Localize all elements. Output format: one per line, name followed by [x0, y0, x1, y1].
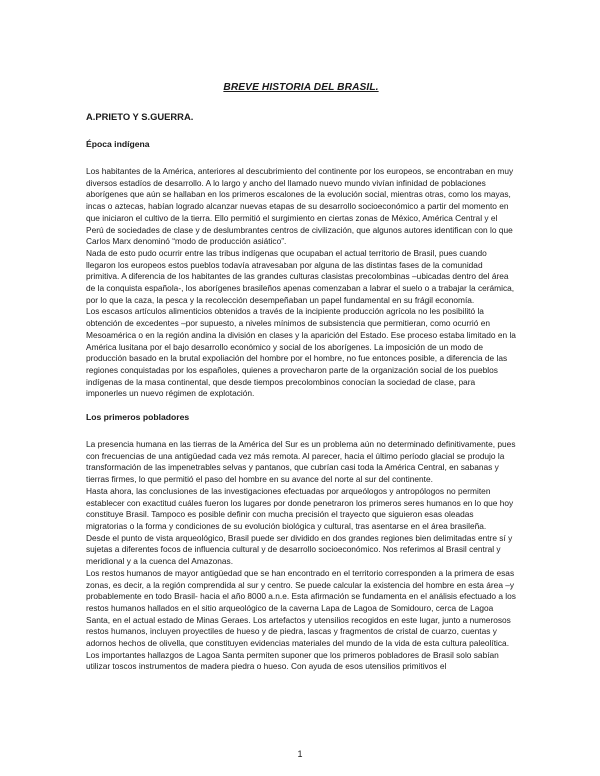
- paragraph: Los habitantes de la América, anteriores al descubrimiento del continente por los europeos, se encontraban en muy diversos estadíos de desarrollo. A lo largo y ancho del llamado nuevo mundo vivían infinidad de poblaciones aborígenes que aún se hallaban en los primeros escalones de la evolución social, mientras otras, como los mayas, incas o aztecas, habían logrado alcanzar nuevas etapas de su desarrollo socioeconómico a partir del momento en que iniciaron el cultivo de la tierra. Ello permitió el surgimiento en ciertas zonas de México, América Central y el Perú de sociedades de clase y de deslumbrantes centros de civilización, que algunos autores identifican con lo que Carlos Marx denominó “modo de producción asiático”.: [86, 166, 514, 247]
- page-number: 1: [297, 749, 303, 759]
- paragraph: Los restos humanos de mayor antigüedad que se han encontrado en el territorio corresponden a la primera de esas zonas, es decir, a la región comprendida al sur y centro. Se puede calcular la existencia del hombre en esta área –y probablemente en todo Brasil- hacia el año 8000 a.n.e. Esta afirmación se fundamenta en el análisis efectuado a los restos humanos hallados en el sitio arqueológico de la caverna Lapa de Lagoa de Somidouro, cerca de Lagoa Santa, en el actual estado de Minas Geraes. Los artefactos y utensilios recogidos en este lugar, junto a numerosos restos humanos, incluyen proyectiles de hueso y de piedra, lascas y fragmentos de cristal de cuarzo, cuentas y adornos hechos de olivella, que constituyen evidencias materiales del mundo de la vida de esta cultura paleolítica.: [86, 567, 516, 649]
- paragraph: La presencia humana en las tierras de la América del Sur es un problema aún no determinado definitivamente, pues con frecuencias de una antigüedad cada vez más remota. Al parecer, hacia el último período glacial se produjo la transformación de las impenetrables selvas y pantanos, que cubrían casi toda la América Central, en sabanas y tierras firmes, lo que permitió el paso del hombre en su avance del norte al sur del continente.: [86, 439, 516, 485]
- document-authors: A.PRIETO Y S.GUERRA.: [86, 111, 194, 122]
- document-title: BREVE HISTORIA DEL BRASIL.: [223, 82, 379, 93]
- paragraph: Los escasos artículos alimenticios obtenidos a través de la incipiente producción agrícola no les posibilitó la obtención de excedentes –por supuesto, a niveles mínimos de subsistencia que permitieran, como ocurrió en Mesoamérica o en la región andina la división en clases y la aparición del Estado. Ese proceso estaba limitado en la América lusitana por el bajo desarrollo económico y social de los aborígenes. La imposición de un modo de producción basado en la brutal expoliación del hombre por el hombre, no fue entonces posible, a diferencia de las regiones conquistadas por los españoles, quienes a provecharon parte de la organización social de los pueblos indígenas de la masa continental, que desde tiempos precolombinos conocían la sociedad de clase, para imponerles un nuevo régimen de explotación.: [86, 306, 516, 399]
- section-spacer: [86, 400, 516, 412]
- paragraph: Hasta ahora, las conclusiones de las investigaciones efectuadas por arqueólogos y antropólogos no permiten establecer con exactitud cuáles fueron los lugares por donde penetraron los primeros seres humanos en lo que hoy constituye Brasil. Tampoco es posible definir con mucha precisión el trayecto que siguieron esas oleadas migratorias o la forma y condiciones de su evolución biológica y cultural, tras asentarse en el área brasileña.: [86, 485, 514, 531]
- paragraph: Nada de esto pudo ocurrir entre las tribus indígenas que ocupaban el actual territorio de Brasil, pues cuando llegaron los europeos estos pueblos todavía atravesaban por alguna de las distintas fases de la comunidad primitiva. A diferencia de los habitantes de las grandes culturas clasistas precolombinas –ubicadas dentro del área de la conquista española-, los aborígenes brasileños apenas comenzaban a labrar el suelo o a trabajar la cerámica, por lo que la caza, la pesca y la recolección desempeñaban un papel fundamental en su frágil economía.: [86, 247, 515, 305]
- section-heading-epoca-indigena: Época indígena: [86, 139, 150, 149]
- paragraph: Los importantes hallazgos de Lagoa Santa permiten suponer que los primeros pobladores de Brasil solo sabían utilizar toscos instrumentos de madera piedra o hueso. Con ayuda de esos utensilios primitivos el: [86, 649, 499, 672]
- section-heading-primeros-pobladores: Los primeros pobladores: [86, 412, 190, 423]
- paragraph: Desde el punto de vista arqueológico, Brasil puede ser dividido en dos grandes regiones bien delimitadas entre sí y sujetas a diferentes focos de influencia cultural y de desarrollo socioeconómico. Nos referimos al Brasil central y meridional y a la cuenca del Amazonas.: [86, 532, 513, 567]
- document-body: [86, 82, 516, 673]
